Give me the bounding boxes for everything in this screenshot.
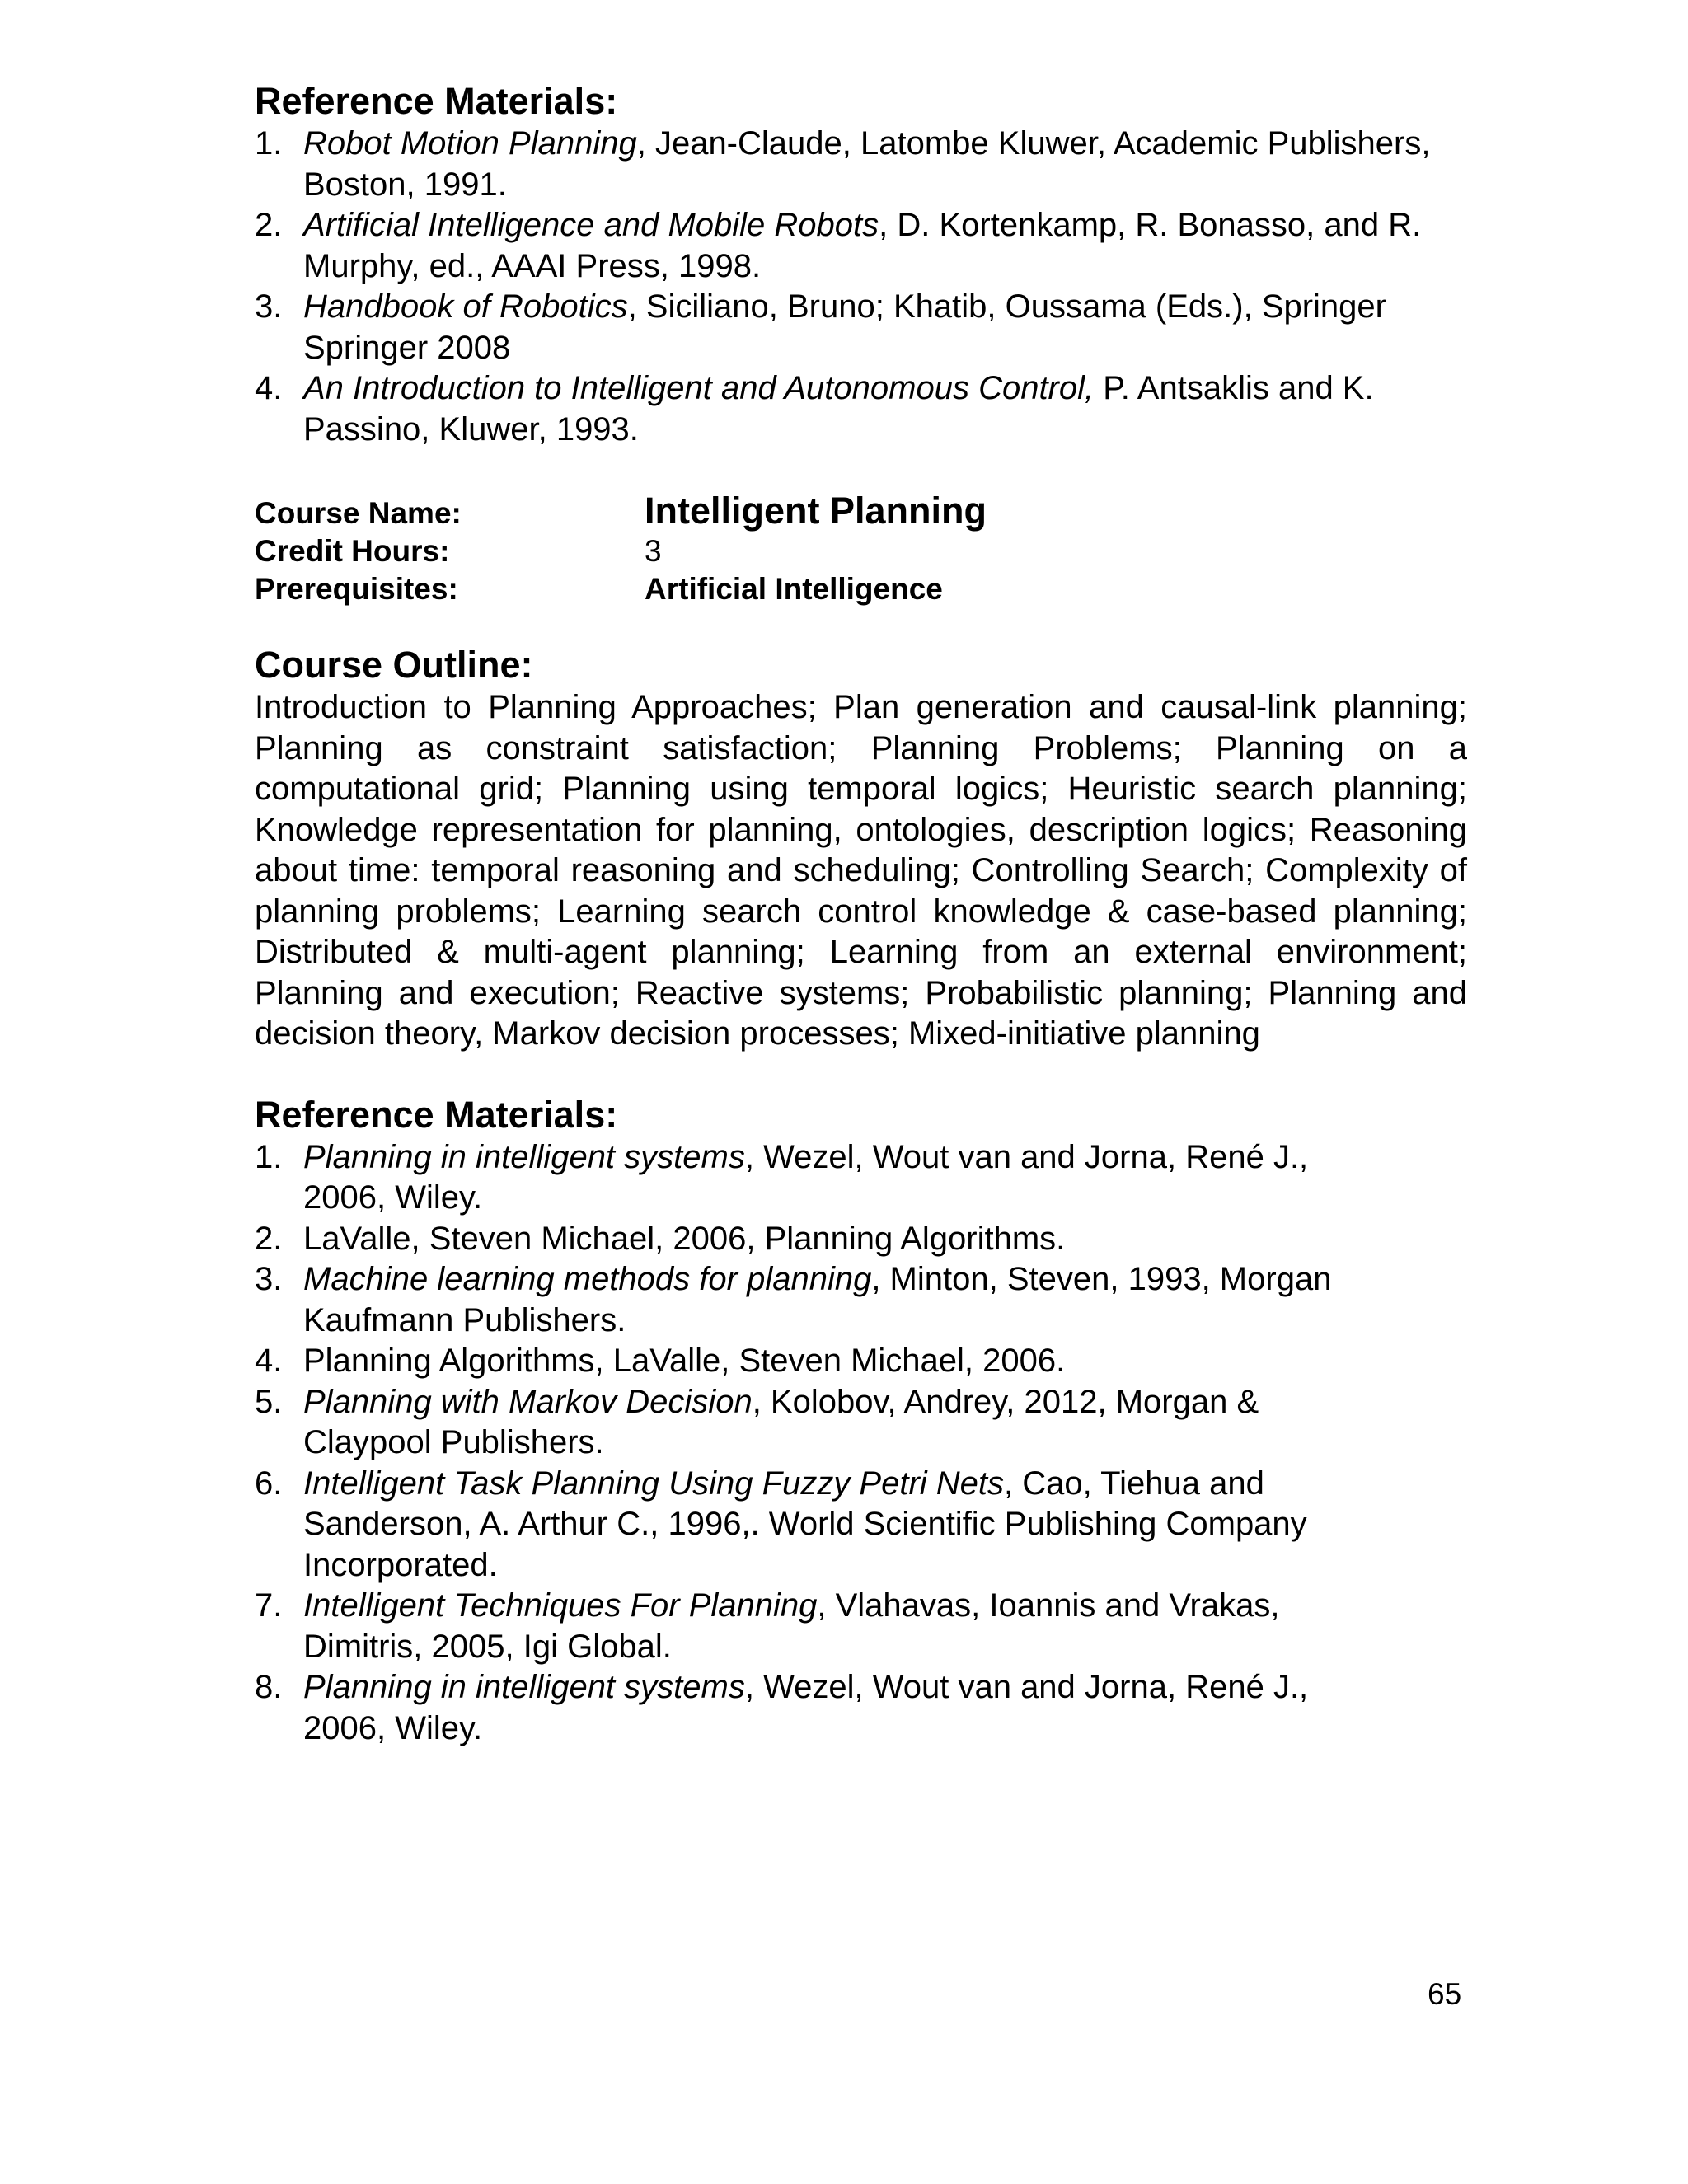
reference-title: Planning with Markov Decision <box>303 1383 753 1420</box>
reference-item <box>255 205 1467 287</box>
prerequisites-label: Prerequisites: <box>255 572 458 606</box>
reference-number: 2. <box>255 207 283 243</box>
reference-item <box>255 1464 1376 1586</box>
reference-details: , Wezel, Wout van and Jorna, René J., 2006, Wiley. <box>303 1669 1309 1746</box>
reference-item <box>255 1137 1376 1219</box>
reference-details: LaValle, Steven Michael, 2006, Planning Algorithms. <box>303 1220 1066 1257</box>
reference-number: 3. <box>255 288 283 325</box>
reference-details: P. Antsaklis and K. Passino, Kluwer, 1993. <box>303 370 1374 448</box>
reference-materials-heading-2: Reference Materials: <box>255 1093 618 1136</box>
reference-details: Planning Algorithms, LaValle, Steven Michael, 2006. <box>303 1343 1066 1379</box>
reference-details: , Siciliano, Bruno; Khatib, Oussama (Eds.), Springer Springer 2008 <box>303 288 1386 366</box>
course-outline-text: Introduction to Planning Approaches; Plan generation and causal-link planning; Planning as constraint satisfaction; Planning Problems; Planning on a computational grid; Planning using temporal logics; Heuristic search planning; Knowledge representation for planning, ontologies, description logics; Reasoning about time: temporal reasoning and scheduling; Controlling Search; Complexity of planning problems; Learning search control knowledge & case-based planning; Distributed & multi-agent planning; Learning from an external environment; Planning and execution; Reactive systems; Probabilistic planning; Planning and decision theory, Markov decision processes; Mixed-initiative planning <box>255 689 1467 1052</box>
reference-item <box>255 1667 1376 1749</box>
reference-title: Artificial Intelligence and Mobile Robots <box>303 207 879 243</box>
reference-item <box>255 287 1467 368</box>
credit-hours-label: Credit Hours: <box>255 534 450 568</box>
reference-title: Intelligent Techniques For Planning <box>303 1587 818 1624</box>
course-name-label: Course Name: <box>255 496 462 530</box>
reference-item <box>255 1382 1376 1464</box>
reference-details: , Kolobov, Andrey, 2012, Morgan & Claypool Publishers. <box>303 1383 1259 1460</box>
reference-title: Robot Motion Planning <box>303 125 637 162</box>
reference-details: , Minton, Steven, 1993, Morgan Kaufmann Publishers. <box>303 1261 1332 1338</box>
reference-number: 1. <box>255 1138 283 1175</box>
credit-hours-value: 3 <box>645 534 662 568</box>
reference-materials-heading-1: Reference Materials: <box>255 80 618 122</box>
reference-number: 8. <box>255 1669 283 1705</box>
reference-item <box>255 1341 1376 1382</box>
document-page <box>255 79 1467 1749</box>
reference-details: , Cao, Tiehua and Sanderson, A. Arthur C., 1996,. World Scientific Publishing Company Incorporated. <box>303 1465 1307 1583</box>
reference-list-1 <box>255 124 1467 450</box>
reference-item <box>255 368 1467 450</box>
reference-number: 7. <box>255 1587 283 1624</box>
course-name-value: Intelligent Planning <box>645 490 987 532</box>
reference-number: 5. <box>255 1383 283 1420</box>
reference-details: , Vlahavas, Ioannis and Vrakas, Dimitris, 2005, Igi Global. <box>303 1587 1280 1665</box>
reference-item <box>255 1586 1376 1667</box>
prerequisites-row <box>255 570 1467 608</box>
reference-number: 6. <box>255 1465 283 1502</box>
course-info <box>255 491 1467 608</box>
reference-details: , D. Kortenkamp, R. Bonasso, and R. Murphy, ed., AAAI Press, 1998. <box>303 207 1422 284</box>
reference-item <box>255 1219 1376 1260</box>
reference-details: , Jean-Claude, Latombe Kluwer, Academic Publishers, Boston, 1991. <box>303 125 1431 203</box>
reference-number: 4. <box>255 370 283 406</box>
prerequisites-value: Artificial Intelligence <box>645 572 943 606</box>
reference-number: 1. <box>255 125 283 162</box>
reference-title: Intelligent Task Planning Using Fuzzy Petri Nets <box>303 1465 1005 1502</box>
course-name-row <box>255 491 1467 532</box>
reference-title: An Introduction to Intelligent and Autonomous Control, <box>303 370 1095 406</box>
reference-item <box>255 1259 1376 1341</box>
reference-title: Handbook of Robotics <box>303 288 628 325</box>
reference-number: 4. <box>255 1343 283 1379</box>
reference-details: , Wezel, Wout van and Jorna, René J., 2006, Wiley. <box>303 1138 1309 1216</box>
course-outline-heading: Course Outline: <box>255 644 533 686</box>
reference-title: Machine learning methods for planning <box>303 1261 872 1297</box>
credit-hours-row <box>255 532 1467 570</box>
reference-item <box>255 124 1467 205</box>
reference-title: Planning in intelligent systems <box>303 1669 745 1705</box>
reference-list-2 <box>255 1137 1467 1750</box>
reference-number: 3. <box>255 1261 283 1297</box>
reference-title: Planning in intelligent systems <box>303 1138 745 1175</box>
page-number: 65 <box>1428 1977 1462 2011</box>
reference-number: 2. <box>255 1220 283 1257</box>
